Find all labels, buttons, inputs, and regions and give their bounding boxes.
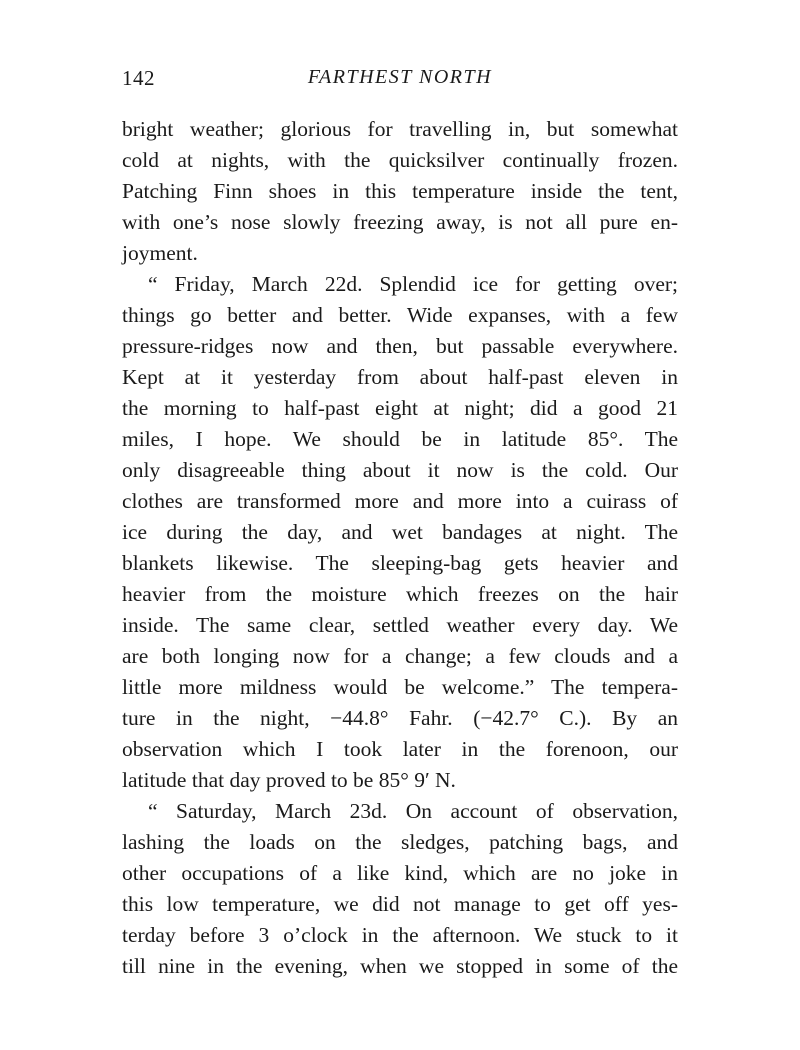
text-line: miles, I hope. We should be in latitude 85°. The [122, 427, 678, 451]
text-line: till nine in the evening, when we stopped in some of the [122, 954, 678, 978]
text-line: joyment. [122, 241, 198, 265]
text-line: with one’s nose slowly freezing away, is not all pure en- [122, 210, 678, 234]
text-line: Patching Finn shoes in this temperature inside the tent, [122, 179, 678, 203]
text-line: observation which I took later in the forenoon, our [122, 737, 678, 761]
text-line: lashing the loads on the sledges, patching bags, and [122, 830, 678, 854]
text-line: latitude that day proved to be 85° 9′ N. [122, 768, 456, 792]
text-line: are both longing now for a change; a few clouds and a [122, 644, 678, 668]
text-line: Kept at it yesterday from about half-past eleven in [122, 365, 678, 389]
text-line: only disagreeable thing about it now is the cold. Our [122, 458, 678, 482]
text-line: bright weather; glorious for travelling in, but somewhat [122, 117, 678, 141]
text-line: inside. The same clear, settled weather every day. We [122, 613, 678, 637]
text-line: “ Saturday, March 23d. On account of observation, [148, 799, 678, 823]
body-text [122, 114, 678, 982]
page-header [122, 66, 678, 96]
text-line: pressure-ridges now and then, but passable everywhere. [122, 334, 678, 358]
text-line: things go better and better. Wide expanses, with a few [122, 303, 678, 327]
text-line: little more mildness would be welcome.” The tempera- [122, 675, 678, 699]
text-line: cold at nights, with the quicksilver continually frozen. [122, 148, 678, 172]
text-line: clothes are transformed more and more into a cuirass of [122, 489, 678, 513]
text-line: terday before 3 o’clock in the afternoon. We stuck to it [122, 923, 678, 947]
running-title: FARTHEST NORTH [307, 66, 493, 88]
text-line: ture in the night, −44.8° Fahr. (−42.7° C.). By an [122, 706, 678, 730]
text-line: the morning to half-past eight at night; did a good 21 [122, 396, 678, 420]
text-line: blankets likewise. The sleeping-bag gets heavier and [122, 551, 678, 575]
text-line: other occupations of a like kind, which are no joke in [122, 861, 678, 885]
page-number: 142 [122, 66, 155, 90]
text-line: this low temperature, we did not manage to get off yes- [122, 892, 678, 916]
text-line: ice during the day, and wet bandages at night. The [122, 520, 678, 544]
text-line: “ Friday, March 22d. Splendid ice for getting over; [148, 272, 678, 296]
text-line: heavier from the moisture which freezes on the hair [122, 582, 678, 606]
